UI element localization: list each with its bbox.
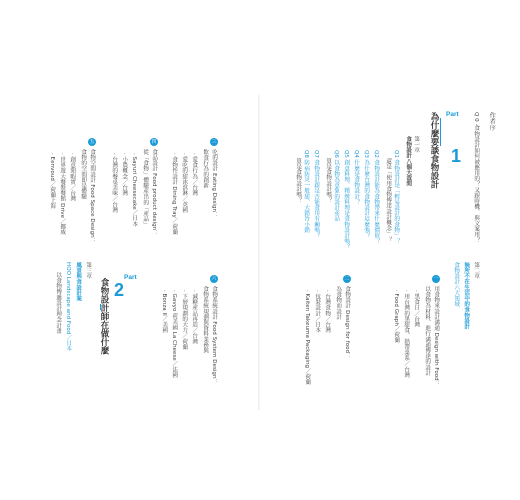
section4-item-1: ‧ Sayuri Cheesecake／日本: [131, 153, 138, 227]
section3-item-1: ‧ 愛食行為／台灣: [191, 153, 198, 196]
section1-item-3: ‧ Food Graph／荷蘭: [393, 290, 400, 343]
q0-entry: Q 0 ·食物設計如何被應用的？又跟時機、與文案用？: [473, 112, 480, 243]
part2-number: 2: [114, 280, 125, 300]
part1-rule: [440, 118, 441, 146]
chapter3-label: 第三章: [85, 262, 92, 279]
section2-item-1: ‧ 台灣食物／台灣: [324, 290, 331, 333]
section6-item-2: ‧ 下層規劃的大力／荷蘭: [181, 290, 188, 350]
section5-item-2: ‧ 世界遊大餐盤餐館 Drive／挪威: [59, 153, 66, 235]
chapter1-label: 第一章: [413, 136, 420, 153]
section3-item-2: ‧ 愛吃的甜冰淇淋／英國: [181, 153, 188, 213]
section6-badge: 六: [211, 276, 217, 282]
q2-entry: Q2 食物設計能為食物帶來什麼價值？: [373, 150, 380, 244]
chapter2-label: 第二章: [473, 262, 480, 279]
section2-title: 食物設計 Design for food：: [344, 286, 351, 359]
section1-title: 用食物來設計溝通 Design with Food：: [433, 286, 440, 387]
section4-item-3: ‧ 台灣的餐桌美味／台灣: [111, 153, 118, 213]
chapter2-title: 無所不在生活中的食物設計: [463, 262, 470, 330]
q6-entry: Q6 以食物為意象的設計產品: [333, 150, 340, 222]
section6-item-4: ‧ Bonza II／美國: [161, 290, 168, 333]
page-gutter: [258, 95, 260, 410]
section6-sub: 食物系統規劃與資料業務與: [202, 286, 209, 354]
section2-item-3: ‧ Kaiten Takeuma Packaging／荷蘭: [304, 290, 311, 385]
section3-sub: 飲食行為的創新: [202, 149, 209, 189]
q1-entry-cont: 還是「使用食物傳達設計概念」？: [385, 158, 392, 242]
section4-sub: 從「食物」體驗產出的「產品」: [142, 149, 149, 228]
section5-item-3: ‧ Eenvoud／荷蘭上海: [49, 153, 56, 209]
section4-title: 食品設計 Food product design：: [151, 149, 158, 236]
preface-title: 作者序: [488, 112, 496, 131]
part1-number: 1: [451, 146, 462, 166]
q4-entry: Q4 什麼是食物設計？: [353, 150, 360, 205]
section5-title: 食物空間設計 Food Space Design：: [89, 149, 96, 244]
section5-sub: 食物的空間即是體驗: [80, 149, 87, 200]
chapter1-title: 食物設計八個大哉問: [405, 136, 412, 187]
q3-entry: Q3 為什麼台灣的食物設計這麼強？: [363, 150, 370, 239]
section3-item-3: ‧ 食物性設計 Dining Tray／荷蘭: [171, 153, 178, 235]
part1-title: 為什麼要談食物設計: [429, 112, 439, 189]
q7-entry: Q7 食物設計跟是否能食用有關嗎？: [313, 150, 320, 239]
section1-badge: 一: [433, 276, 439, 282]
section1-sub: 以食物為材料、進行溝通傳達的設計: [424, 286, 431, 376]
section5-item-1: ‧ 創意閒暇實／台灣: [69, 153, 76, 202]
section3-badge: 三: [211, 139, 217, 145]
section6-item-3: ‧ Gavyo 荷美國 La Cheese／法國: [171, 290, 178, 378]
section2-sub: 為食物而設計: [335, 286, 342, 320]
part1-label: Part: [446, 111, 459, 118]
section1-item-2: ‧ 用台灣的黑甜食、熱帶菜系／台灣: [403, 290, 410, 378]
part2-label: Part: [124, 274, 137, 281]
section6-item-1: ‧ 減糖產品再造／台灣: [191, 290, 198, 344]
chapter2-subtitle: 食物設計六大領域: [453, 262, 460, 307]
section6-title: 食物系統設計 Food System Design：: [211, 286, 218, 385]
q8-entry: Q8 防病防災一般甜、大錯旨小錯: [303, 150, 310, 233]
section4-badge: 四: [151, 139, 157, 145]
chapter3-project-sub: 以食物傳遞設計理念計畫: [55, 272, 62, 334]
q6-entry-cont: 算是食物設計嗎？: [325, 158, 332, 203]
section3-title: 吃的設計 Eating Design：: [211, 149, 218, 218]
part2-title: 食物設計師在做什麼: [99, 278, 109, 355]
section4-item-2: ‧ 小農概念／台灣: [121, 153, 128, 196]
section5-badge: 五: [89, 139, 95, 145]
chapter3-project: HOO Landscape and Food／日本: [65, 262, 72, 352]
section1-item-1: ‧ 黑食日／台灣: [413, 290, 420, 328]
section2-badge: 二: [344, 276, 350, 282]
q8-entry-cont: 算是食物設計嗎？: [295, 158, 302, 203]
q1-entry: Q1 食物設計是「輕易設計的食物」？: [393, 150, 400, 244]
q5-entry: Q5 創意料理、精緻料理是食物設計嗎？: [343, 150, 350, 250]
section2-item-2: ‧ 包裝設計／日本: [314, 290, 321, 333]
chapter3-title: 風景與食設計案: [75, 262, 82, 302]
